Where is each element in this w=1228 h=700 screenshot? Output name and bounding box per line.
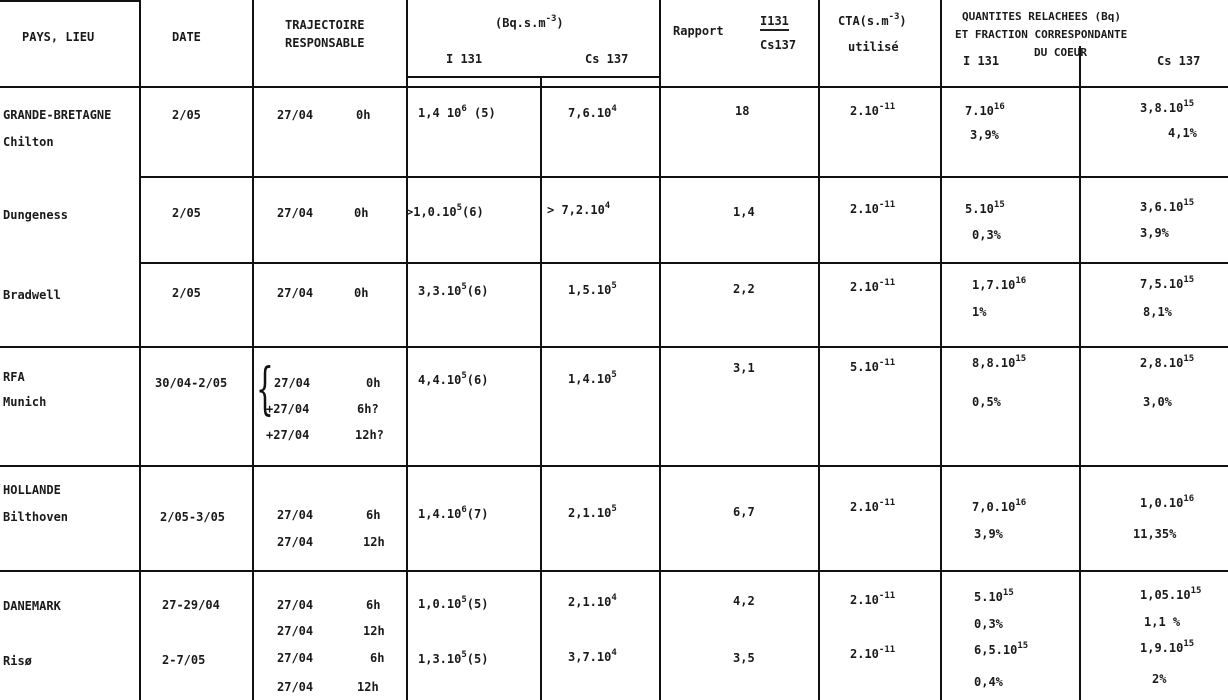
cell-qte-i131: 7,0.10$^{16}$ bbox=[972, 498, 1027, 514]
cell-traj-hour: 6h bbox=[370, 651, 385, 665]
cell-frac-i131: 0,3% bbox=[972, 228, 1001, 242]
cell-cs137: 1,4.10$^5$ bbox=[568, 370, 617, 386]
cell-i131: 1,3.10$^5$(5) bbox=[418, 650, 489, 666]
cell-traj-date: 27/04 bbox=[277, 680, 314, 694]
header-fraction: ET FRACTION CORRESPONDANTE bbox=[955, 28, 1128, 41]
traj-brace-icon: { bbox=[256, 357, 274, 422]
col-rule-6 bbox=[818, 0, 820, 700]
cell-frac-cs137: 2% bbox=[1152, 672, 1167, 686]
cell-traj-hour: 0h bbox=[354, 286, 369, 300]
cell-pays: DANEMARK bbox=[3, 599, 61, 613]
header-rapport: Rapport bbox=[673, 24, 724, 38]
header-pays-lieu: PAYS, LIEU bbox=[22, 30, 95, 44]
cell-traj-date: 27/04 bbox=[277, 624, 314, 638]
cell-cta: $2.10^{-11}$ bbox=[850, 200, 896, 216]
cell-traj-hour: 12h bbox=[357, 680, 379, 694]
cell-date: 2-7/05 bbox=[162, 653, 206, 667]
cell-cta: $2.10^{-11}$ bbox=[850, 645, 896, 661]
cell-qte-cs137: 3,6.10$^{15}$ bbox=[1140, 198, 1195, 214]
header-rapport-num: I131 bbox=[760, 14, 789, 31]
cell-traj-date: 27/04 bbox=[277, 598, 314, 612]
cell-cs137: 2,1.10$^4$ bbox=[568, 593, 617, 609]
cell-frac-i131: 3,9% bbox=[974, 527, 1003, 541]
cell-pays: HOLLANDE bbox=[3, 483, 61, 497]
cell-traj-hour: 12h bbox=[363, 535, 385, 549]
cell-lieu: Munich bbox=[3, 395, 47, 409]
col-rule-4 bbox=[540, 76, 542, 700]
cell-cs137: 3,7.10$^4$ bbox=[568, 648, 617, 664]
cell-traj-date: +27/04 bbox=[266, 402, 310, 416]
cell-date: 2/05 bbox=[172, 108, 201, 122]
cell-rapport: 3,1 bbox=[733, 361, 755, 375]
cell-traj-date: 27/04 bbox=[277, 206, 314, 220]
cell-cs137: 1,5.10$^5$ bbox=[568, 281, 617, 297]
cell-i131: 1,4 $10^6$ (5) bbox=[418, 104, 496, 120]
rule-row2-bottom bbox=[140, 262, 1228, 264]
cell-qte-i131: 6,5.10$^{15}$ bbox=[974, 641, 1029, 657]
cell-traj-date: 27/04 bbox=[277, 508, 314, 522]
cell-frac-cs137: 1,1 % bbox=[1144, 615, 1181, 629]
rule-header-bottom bbox=[0, 86, 1228, 88]
cell-cta: $2.10^{-11}$ bbox=[850, 591, 896, 607]
cell-pays: RFA bbox=[3, 370, 25, 384]
header-date: DATE bbox=[172, 30, 201, 44]
cell-rapport: 18 bbox=[735, 104, 750, 118]
cell-traj-hour: 12h bbox=[363, 624, 385, 638]
cell-frac-i131: 0,4% bbox=[974, 675, 1003, 689]
header-rapport-den: Cs137 bbox=[760, 38, 797, 52]
cell-traj-date: 27/04 bbox=[277, 286, 314, 300]
cell-qte-i131: 5.10$^{15}$ bbox=[974, 588, 1014, 604]
header-quantites: QUANTITES RELACHEES (Bq) bbox=[962, 10, 1121, 23]
cell-frac-i131: 1% bbox=[972, 305, 987, 319]
cell-traj-date: 27/04 bbox=[277, 108, 314, 122]
col-rule-8 bbox=[1079, 46, 1081, 700]
cell-lieu: Bilthoven bbox=[3, 510, 69, 524]
cell-i131: 1,4.10$^6$(7) bbox=[418, 505, 489, 521]
header-cs137: Cs 137 bbox=[585, 52, 629, 66]
cell-traj-hour: 0h bbox=[356, 108, 371, 122]
rule-uk-bottom bbox=[0, 346, 1228, 348]
cell-cta: $5.10^{-11}$ bbox=[850, 358, 896, 374]
header-i131: I 131 bbox=[446, 52, 483, 66]
header-trajectoire: TRAJECTOIRE bbox=[285, 18, 365, 32]
header-coeur: DU COEUR bbox=[1034, 46, 1087, 59]
cell-cta: $2.10^{-11}$ bbox=[850, 102, 896, 118]
cell-traj-hour: 6h? bbox=[357, 402, 379, 416]
cell-date: 2/05-3/05 bbox=[160, 510, 226, 524]
cell-qte-cs137: 7,5.10$^{15}$ bbox=[1140, 275, 1195, 291]
cell-qte-i131: 5.10$^{15}$ bbox=[965, 200, 1005, 216]
cell-traj-date: 27/04 bbox=[277, 535, 314, 549]
header-unit: $(Bq.s.m^{-3})$ bbox=[495, 14, 564, 30]
cell-cs137: > $7,2.10^4$ bbox=[547, 201, 611, 217]
cell-rapport: 4,2 bbox=[733, 594, 755, 608]
cell-pays: GRANDE-BRETAGNE bbox=[3, 108, 112, 122]
cell-traj-date: 27/04 bbox=[277, 651, 314, 665]
cell-traj-date: 27/04 bbox=[274, 376, 311, 390]
cell-frac-i131: 0,5% bbox=[972, 395, 1001, 409]
col-rule-1 bbox=[139, 0, 141, 700]
cell-qte-i131: 1,7.10$^{16}$ bbox=[972, 276, 1027, 292]
cell-traj-date: +27/04 bbox=[266, 428, 310, 442]
cell-rapport: 1,4 bbox=[733, 205, 755, 219]
cell-frac-cs137: 4,1% bbox=[1168, 126, 1197, 140]
cell-qte-cs137: 1,05.10$^{15}$ bbox=[1140, 586, 1202, 602]
cell-qte-cs137: 1,0.10$^{16}$ bbox=[1140, 494, 1195, 510]
cell-lieu: Risø bbox=[3, 654, 32, 668]
cell-date: 27-29/04 bbox=[162, 598, 220, 612]
cell-qte-i131: 7.10$^{16}$ bbox=[965, 102, 1005, 118]
cell-cta: $2.10^{-11}$ bbox=[850, 278, 896, 294]
cell-frac-i131: 0,3% bbox=[974, 617, 1003, 631]
rule-row1-bottom bbox=[140, 176, 1228, 178]
cell-frac-cs137: 8,1% bbox=[1143, 305, 1172, 319]
cell-date: 30/04-2/05 bbox=[155, 376, 228, 390]
cell-i131: $>1,0.10^5(6)$ bbox=[406, 203, 484, 219]
cell-traj-hour: 12h? bbox=[355, 428, 384, 442]
rule-rfa-bottom bbox=[0, 465, 1228, 467]
cell-rapport: 3,5 bbox=[733, 651, 755, 665]
cell-frac-cs137: 3,0% bbox=[1143, 395, 1172, 409]
cell-qte-cs137: 1,9.10$^{15}$ bbox=[1140, 639, 1195, 655]
cell-frac-i131: 3,9% bbox=[970, 128, 999, 142]
header-qte-i131: I 131 bbox=[963, 54, 1000, 68]
rule-top-stub bbox=[0, 0, 140, 2]
cell-lieu: Dungeness bbox=[3, 208, 69, 222]
cell-i131: 3,3.10$^5$(6) bbox=[418, 282, 489, 298]
header-cta-utilise: utilisé bbox=[848, 40, 899, 54]
cell-date: 2/05 bbox=[172, 206, 201, 220]
col-rule-2 bbox=[252, 0, 254, 700]
rule-hol-bottom bbox=[0, 570, 1228, 572]
cell-qte-cs137: 3,8.10$^{15}$ bbox=[1140, 99, 1195, 115]
col-rule-5 bbox=[659, 0, 661, 700]
cell-cta: $2.10^{-11}$ bbox=[850, 498, 896, 514]
cell-traj-hour: 6h bbox=[366, 508, 381, 522]
header-responsable: RESPONSABLE bbox=[285, 36, 365, 50]
cell-frac-cs137: 11,35% bbox=[1133, 527, 1177, 541]
cell-cs137: 7,6.10$^4$ bbox=[568, 104, 617, 120]
cell-traj-hour: 0h bbox=[354, 206, 369, 220]
cell-rapport: 6,7 bbox=[733, 505, 755, 519]
col-rule-3 bbox=[406, 0, 408, 700]
cell-frac-cs137: 3,9% bbox=[1140, 226, 1169, 240]
cell-date: 2/05 bbox=[172, 286, 201, 300]
cell-i131: 4,4.10$^5$(6) bbox=[418, 371, 489, 387]
cell-i131: 1,0.10$^5$(5) bbox=[418, 595, 489, 611]
col-rule-7 bbox=[940, 0, 942, 700]
header-qte-cs137: Cs 137 bbox=[1157, 54, 1201, 68]
cell-traj-hour: 0h bbox=[366, 376, 381, 390]
cell-qte-cs137: 2,8.10$^{15}$ bbox=[1140, 354, 1195, 370]
cell-qte-i131: 8,8.10$^{15}$ bbox=[972, 354, 1027, 370]
cell-lieu: Chilton bbox=[3, 135, 54, 149]
rule-subheader bbox=[408, 76, 660, 78]
cell-rapport: 2,2 bbox=[733, 282, 755, 296]
cell-cs137: 2,1.10$^5$ bbox=[568, 504, 617, 520]
cell-traj-hour: 6h bbox=[366, 598, 381, 612]
header-cta: $CTA(s.m^{-3})$ bbox=[838, 12, 907, 28]
cell-lieu: Bradwell bbox=[3, 288, 61, 302]
